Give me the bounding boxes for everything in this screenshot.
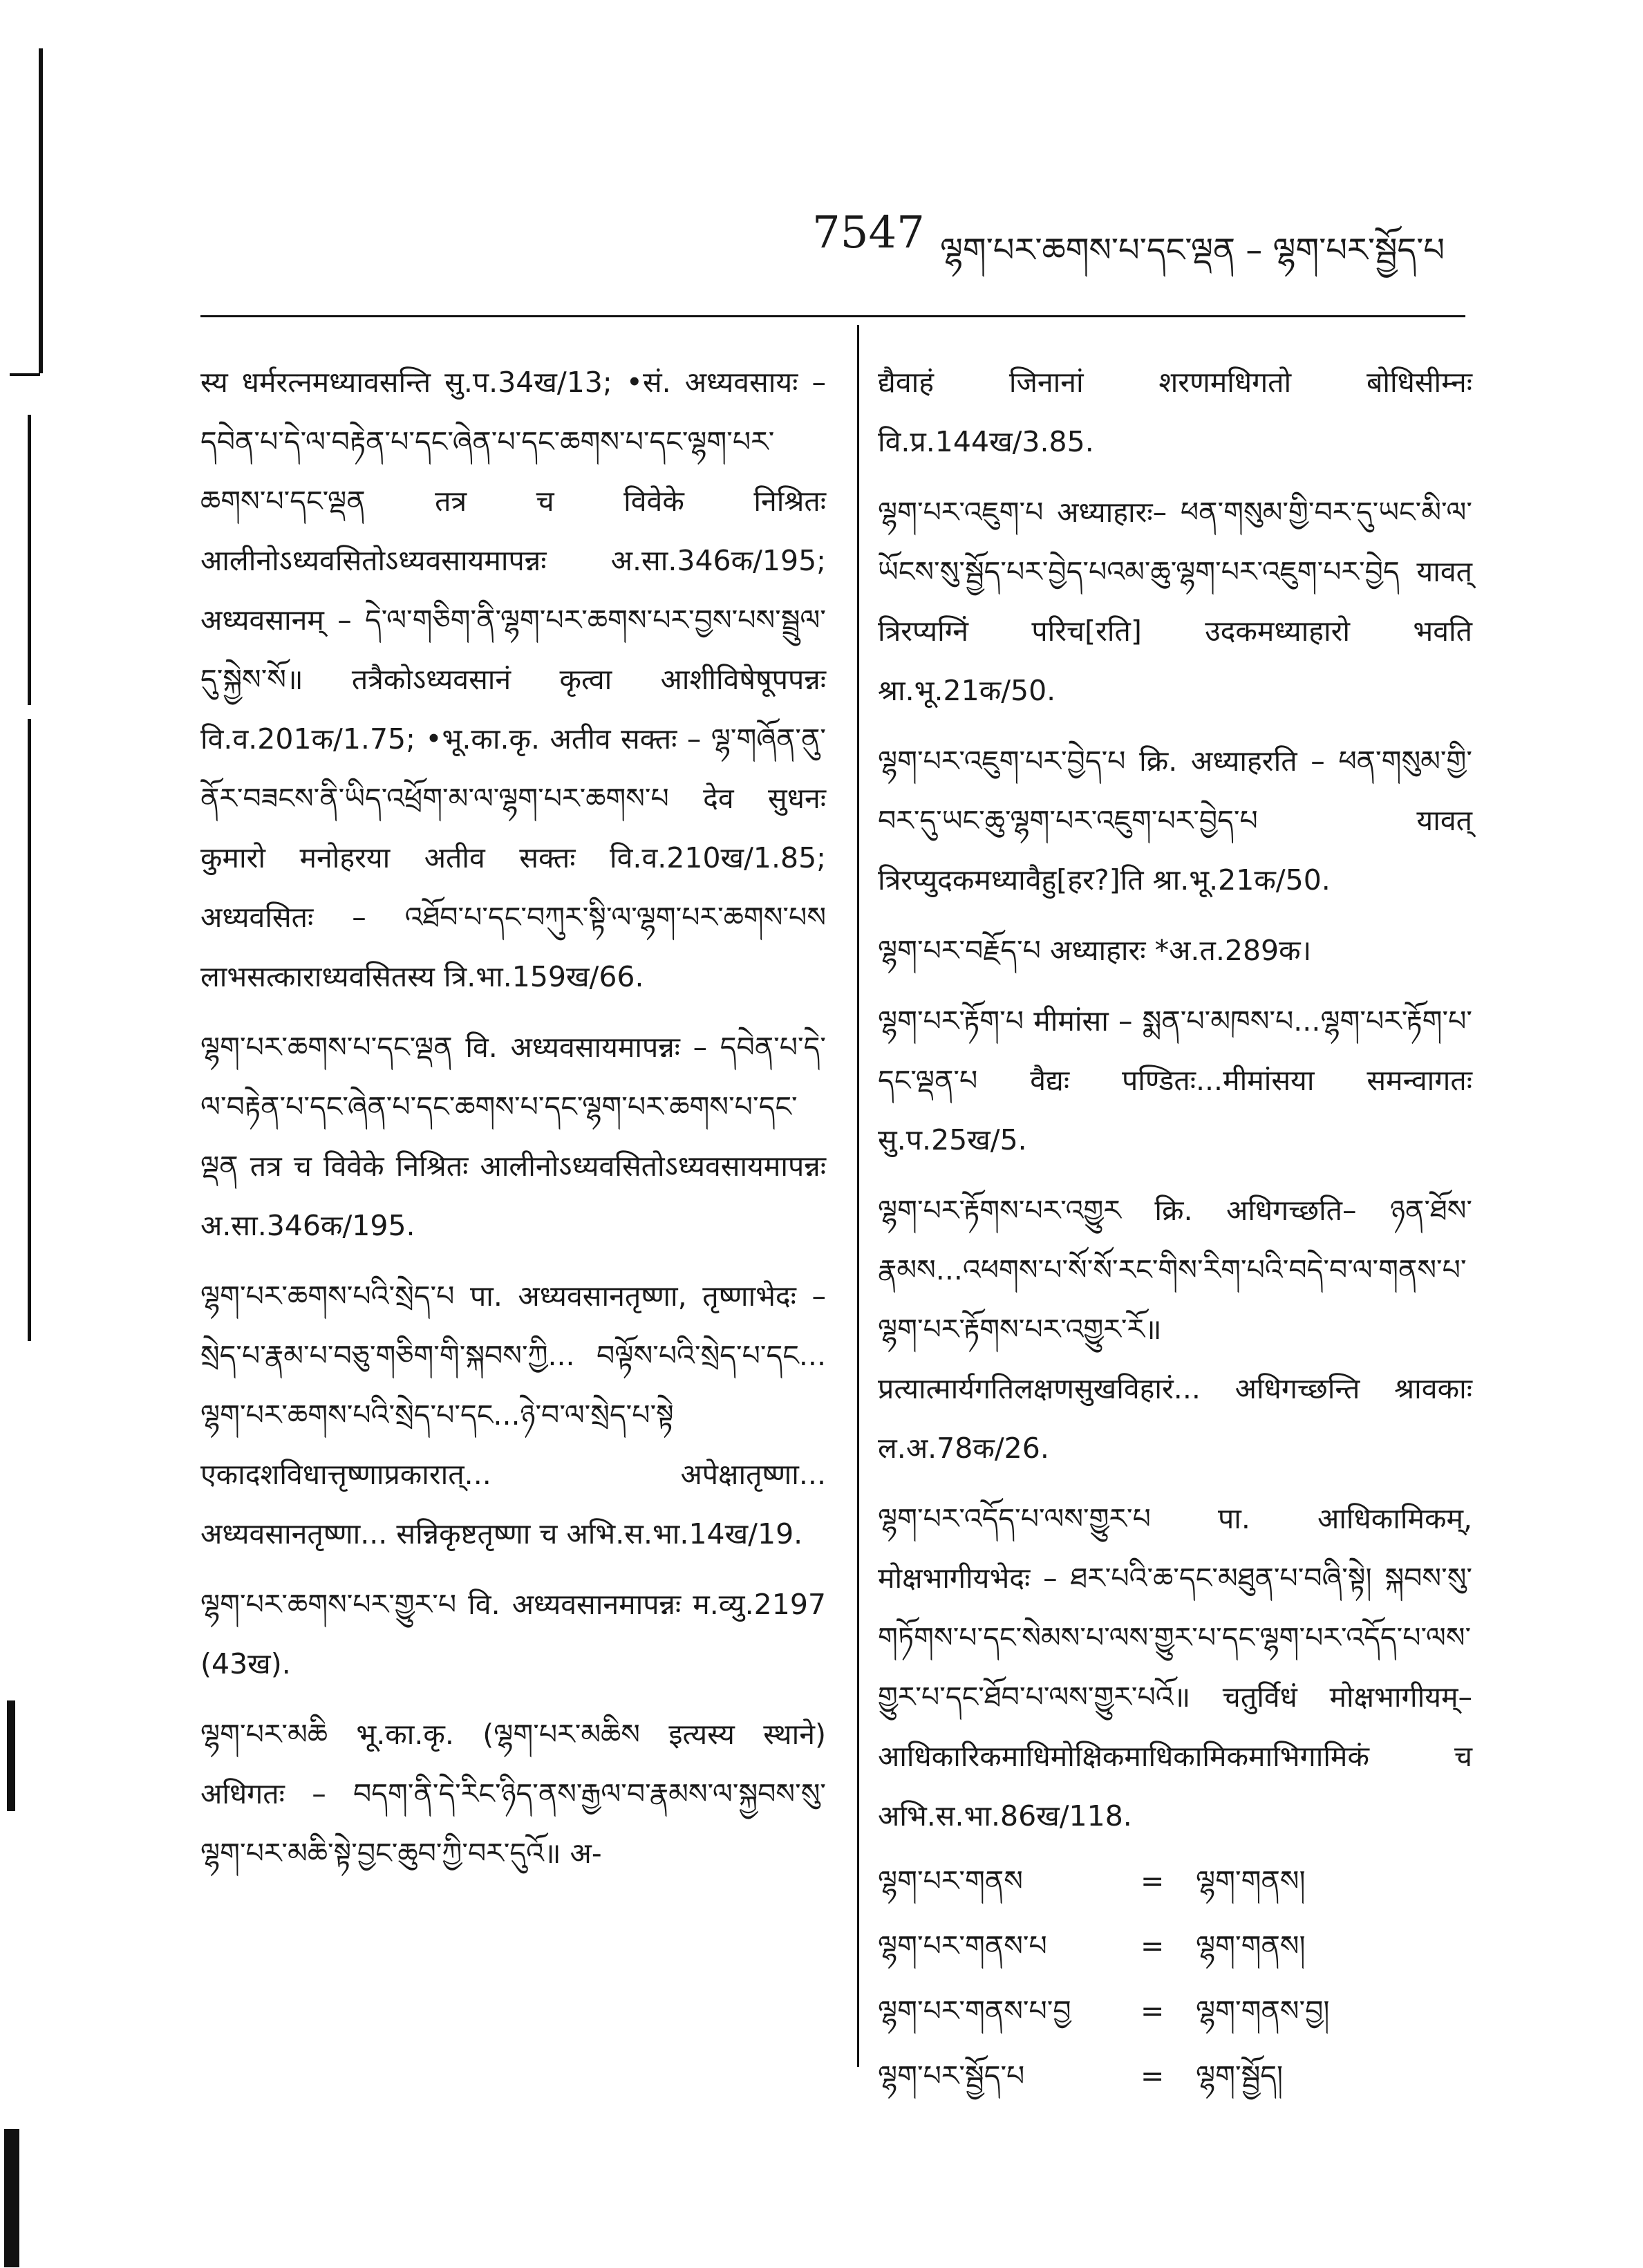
xref-target: ལྷག་གནས་བྱ། [1196,1994,1330,2027]
dictionary-entry: ལྷག་པར་འཇུག་པར་བྱེད་པ क्रि. अध्याहरति – ཕན་གསུམ་གྱི་བར་དུ་ཡང་ཆུ་ལྷག་པར་འཇུག་པར་བྱེད་པ यावत् त्रिरप्युदकमध्यावैहु[हर?]ति श्रा.भू.21क/50. [878,744,1472,897]
entry-continuation: स्य धर्मरत्नमध्यावसन्ति सु.प.34ख/13; •सं. अध्यवसायः – དབེན་པ་དེ་ལ་བརྟེན་པ་དང་ཞེན་པ་དང་ཆགས་པ་དང་ལྷག་པར་ཆགས་པ་དང་ལྡན तत्र च विवेके निश्रितः आलीनोऽध्यवसितोऽध्यवसायमापन्नः अ.सा.346क/195; अध्यवसानम् – དེ་ལ་གཅིག་ནི་ལྷག་པར་ཆགས་པར་བྱས་པས་སྦྲུལ་དུ་སྐྱེས་སོ॥ तत्रैकोऽध्यवसानं कृत्वा आशीविषेषूपपन्नः वि.व.201क/1.75; •भू.का.कृ. अतीव सक्तः – ལྷ་གཞོན་ནུ་ནོར་བཟངས་ནི་ཡིད་འཕྲོག་མ་ལ་ལྷག་པར་ཆགས་པ देव सुधनः कुमारो मनोहरया अतीव सक्तः वि.व.210ख/1.85; अध्यवसितः – འཐོབ་པ་དང་བཀུར་སྟི་ལ་ལྷག་པར་ཆགས་པས लाभसत्काराध्यवसितस्य त्रि.भा.159ख/66. [200,366,826,993]
cross-reference [878,1916,1472,1976]
dictionary-entry: ལྷག་པར་རྟོག་པ मीमांसा – སྨན་པ་མཁས་པ...ལྷག་པར་རྟོག་པ་དང་ལྡན་པ वैद्यः पण्डितः...मीमांसया समन्वागतः सु.प.25ख/5. [878,1004,1472,1156]
scan-margin-mark [28,719,31,1341]
dictionary-entry: ལྷག་པར་མཆི भू.का.कृ. (ལྷག་པར་མཆིས इत्यस्य स्थाने) अधिगतः – བདག་ནི་དེ་རིང་ཉིད་ནས་རྒྱལ་བ་རྣམས་ལ་སྐྱབས་སུ་ལྷག་པར་མཆི་སྟེ་བྱང་ཆུབ་ཀྱི་བར་དུའོ॥ अ- [200,1718,826,1870]
scan-margin-mark [7,1700,15,1811]
page-number: 7547 [812,207,925,259]
cross-reference [878,1851,1472,1911]
scan-margin-mark [39,48,43,373]
entry-continuation: द्यैवाहं जिनानां शरणमधिगतो बोधिसीम्नः वि.प्र.144ख/3.85. [878,366,1472,458]
cross-reference-list [878,1851,1472,2106]
right-column [878,353,1472,2106]
cross-reference [878,2046,1472,2106]
xref-target: ལྷག་སྦྱོད། [1196,2059,1284,2092]
guide-words: ལྷག་པར་ཆགས་པ་དང་ལྡན – ལྷག་པར་སྦྱོད་པ [940,231,1445,270]
dictionary-entry: ལྷག་པར་འཇུག་པ अध्याहारः– ཕན་གསུམ་གྱི་བར་དུ་ཡང་མི་ལ་ཡོངས་སུ་སྦྱོད་པར་བྱེད་པའམ་ཆུ་ལྷག་པར་འཇུག་པར་བྱེད यावत् त्रिरप्यग्निं परिच[रति] उदकमध्याहारो भवति श्रा.भू.21क/50. [878,496,1472,707]
xref-term: ལྷག་པར་གནས་པ [878,1929,1047,1962]
header-rule [200,315,1465,317]
xref-term: ལྷག་པར་སྦྱོད་པ [878,2059,1025,2092]
xref-term: ལྷག་པར་གནས [878,1864,1023,1897]
left-column [200,353,826,1883]
dictionary-entry: ལྷག་པར་ཆགས་པའི་སྲེད་པ पा. अध्यवसानतृष्णा, तृष्णाभेदः – སྲེད་པ་རྣམ་པ་བཅུ་གཅིག་གི་སྐབས་ཀྱི... བལྟོས་པའི་སྲེད་པ་དང... ལྷག་པར་ཆགས་པའི་སྲེད་པ་དང...ཉེ་བ་ལ་སྲེད་པ་སྟེ एकादशविधात्तृष्णाप्रकारात्... अपेक्षातृष्णा... अध्यवसानतृष्णा... सन्निकृष्टतृष्णा च अभि.स.भा.14ख/19. [200,1280,826,1550]
dictionary-entry: ལྷག་པར་རྟོགས་པར་འགྱུར क्रि. अधिगच्छति– ཉན་ཐོས་རྣམས...འཕགས་པ་སོ་སོ་རང་གིས་རིག་པའི་བདེ་བ་ལ་གནས་པ་ལྷག་པར་རྟོགས་པར་འགྱུར་རོ॥ प्रत्यात्मार्यगतिलक्षणसुखविहारं... अधिगच्छन्ति श्रावकाः ल.अ.78क/26. [878,1194,1472,1465]
scan-margin-mark [4,2129,19,2267]
cross-reference [878,1981,1472,2041]
dictionary-entry: ལྷག་པར་བརྗོད་པ अध्याहारः *अ.त.289क। [878,934,1312,967]
xref-target: ལྷག་གནས། [1196,1929,1306,1962]
xref-equals: = [1140,2059,1165,2092]
dictionary-entry: ལྷག་པར་ཆགས་པར་གྱུར་པ वि. अध्यवसानमापन्नः म.व्यु.2197 (43ख). [200,1588,826,1680]
scan-margin-mark [10,373,40,376]
dictionary-entry: ལྷག་པར་ཆགས་པ་དང་ལྡན वि. अध्यवसायमापन्नः – དབེན་པ་དེ་ལ་བརྟེན་པ་དང་ཞེན་པ་དང་ཆགས་པ་དང་ལྷག་པར་ཆགས་པ་དང་ལྡན तत्र च विवेके निश्रितः आलीनोऽध्यवसितोऽध्यवसायमापन्नः अ.सा.346क/195. [200,1031,826,1242]
xref-equals: = [1140,1994,1165,2027]
xref-equals: = [1140,1929,1165,1962]
xref-term: ལྷག་པར་གནས་པ་བྱ [878,1994,1071,2027]
dictionary-entry: ལྷག་པར་འདོད་པ་ལས་གྱུར་པ पा. आधिकामिकम्, मोक्षभागीयभेदः – ཐར་པའི་ཆ་དང་མཐུན་པ་བཞི་སྟེ། སྐབས་སུ་གཏོགས་པ་དང་སེམས་པ་ལས་གྱུར་པ་དང་ལྷག་པར་འདོད་པ་ལས་གྱུར་པ་དང་ཐོབ་པ་ལས་གྱུར་པའོ॥ चतुर्विधं मोक्षभागीयम्–आधिकारिकमाधिमोक्षिकमाधिकामिकमाभिगामिकं च अभि.स.भा.86ख/118. [878,1502,1472,1833]
xref-equals: = [1140,1864,1165,1897]
scan-margin-mark [28,415,31,705]
xref-target: ལྷག་གནས། [1196,1864,1306,1897]
column-divider [857,325,859,2067]
